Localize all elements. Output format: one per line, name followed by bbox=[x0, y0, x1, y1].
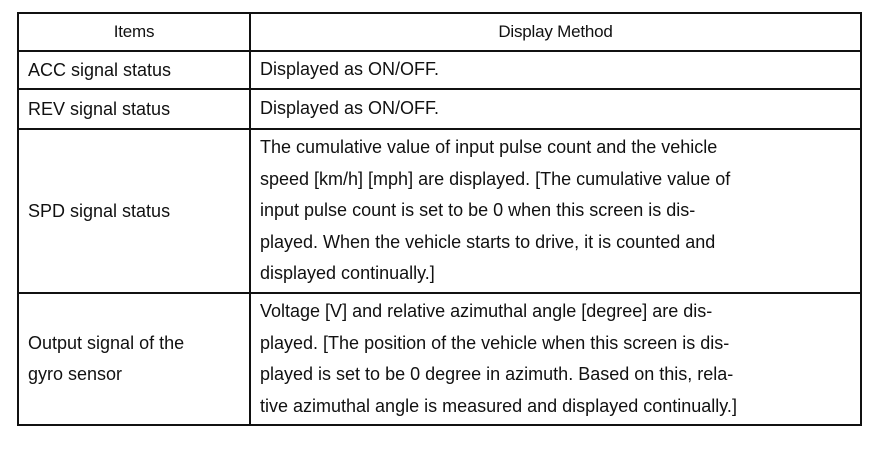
header-display-method: Display Method bbox=[250, 13, 861, 51]
table-row bbox=[18, 51, 861, 89]
table-header-row bbox=[18, 13, 861, 51]
description-line: played. When the vehicle starts to drive, it is counted and bbox=[260, 231, 716, 252]
table-row bbox=[18, 129, 861, 293]
item-gyro-sensor-output bbox=[18, 293, 250, 425]
description-line: speed [km/h] [mph] are displayed. [The cumulative value of bbox=[260, 168, 731, 189]
description-line: played. [The position of the vehicle when this screen is dis- bbox=[260, 332, 730, 353]
description-line: played is set to be 0 degree in azimuth. Based on this, rela- bbox=[260, 364, 734, 384]
header-items: Items bbox=[18, 13, 250, 51]
item-spd-signal-status: SPD signal status bbox=[18, 129, 250, 293]
item-rev-signal-status: REV signal status bbox=[18, 89, 250, 129]
display-method-gyro bbox=[250, 293, 861, 425]
display-method-table bbox=[17, 12, 862, 426]
table-row bbox=[18, 293, 861, 425]
description-line: tive azimuthal angle is measured and displayed continually.] bbox=[260, 395, 737, 416]
display-method-rev bbox=[250, 89, 861, 129]
item-acc-signal-status: ACC signal status bbox=[18, 51, 250, 89]
item-line: gyro sensor bbox=[28, 364, 123, 384]
table-row bbox=[18, 89, 861, 129]
display-method-acc bbox=[250, 51, 861, 89]
description-line: The cumulative value of input pulse count and the vehicle bbox=[260, 137, 718, 158]
description-line: displayed continually.] bbox=[260, 263, 435, 284]
description-line: Displayed as ON/OFF. bbox=[260, 59, 440, 80]
item-line: Output signal of the bbox=[28, 333, 185, 353]
description-line: Voltage [V] and relative azimuthal angle [degree] are dis- bbox=[260, 301, 713, 321]
description-line: input pulse count is set to be 0 when this screen is dis- bbox=[260, 200, 696, 221]
display-method-spd bbox=[250, 129, 861, 293]
description-line: Displayed as ON/OFF. bbox=[260, 98, 440, 119]
